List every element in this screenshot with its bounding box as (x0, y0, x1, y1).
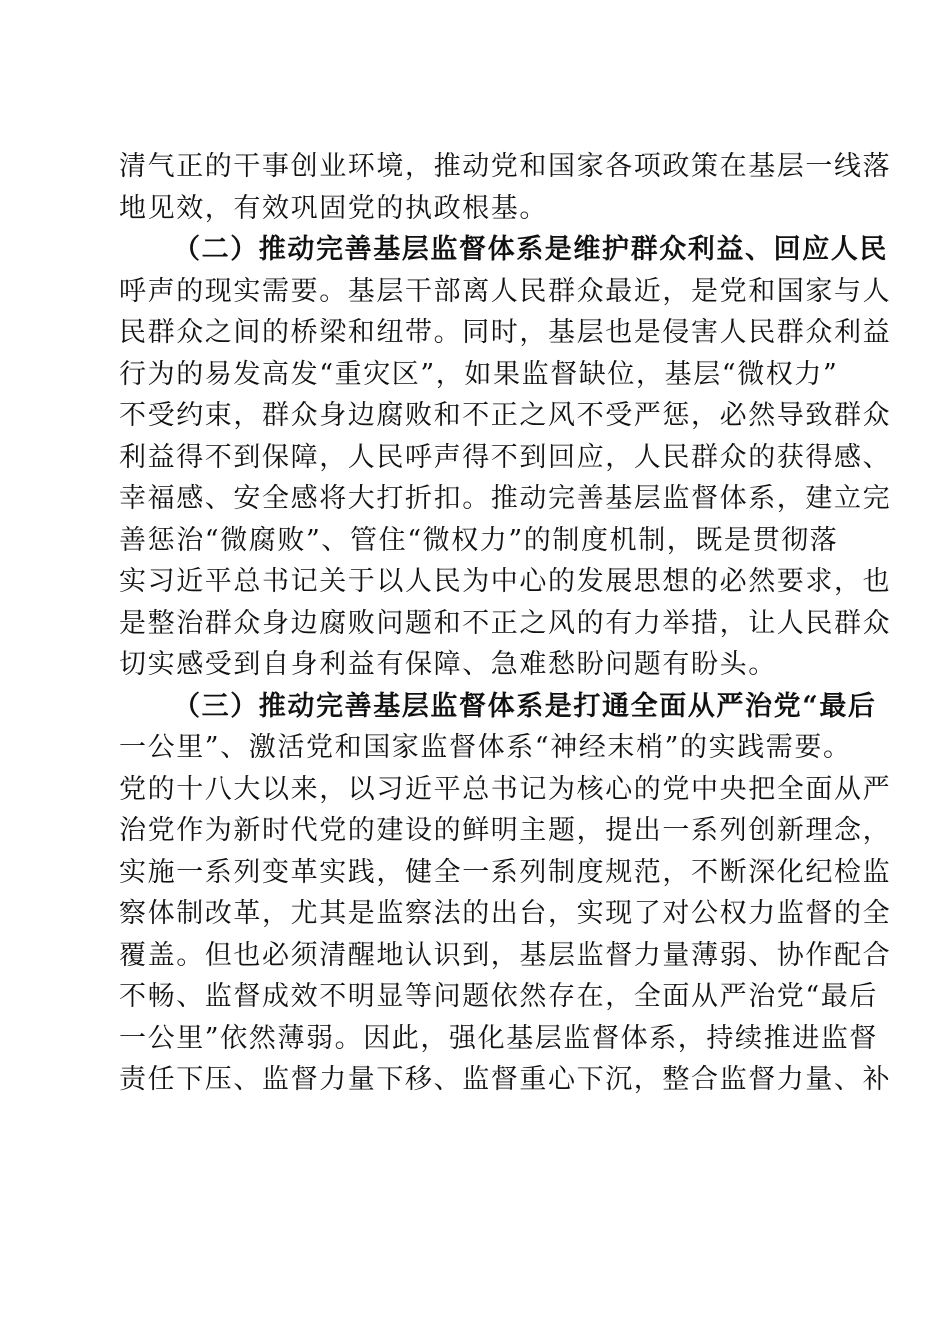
text-line: 民群众之间的桥梁和纽带。同时，基层也是侵害人民群众利益 (119, 317, 892, 348)
text-line: 清气正的干事创业环境，推动党和国家各项政策在基层一线落 (119, 151, 892, 182)
body-text (119, 146, 892, 1101)
text-line: 不畅、监督成效不明显等问题依然存在，全面从严治党“最后 (119, 981, 879, 1012)
text-line: 切实感受到自身利益有保障、急难愁盼问题有盼头。 (119, 649, 777, 680)
text-line: 是整治群众身边腐败问题和不正之风的有力举措，让人民群众 (119, 607, 892, 639)
text-line: 实习近平总书记关于以人民为中心的发展思想的必然要求，也 (119, 566, 892, 597)
paragraph-section-2 (119, 229, 892, 686)
text-line: 党的十八大以来，以习近平总书记为核心的党中央把全面从严 (119, 773, 892, 805)
text-line: 察体制改革，尤其是监察法的出台，实现了对公权力监督的全 (119, 898, 892, 929)
text-line: 利益得不到保障，人民呼声得不到回应，人民群众的获得感、 (119, 441, 892, 473)
text-line: 幸福感、安全感将大打折扣。推动完善基层监督体系，建立完 (119, 483, 892, 514)
text-line: 治党作为新时代党的建设的鲜明主题，提出一系列创新理念， (119, 815, 892, 846)
text-line: 善惩治“微腐败”、管住“微权力”的制度机制，既是贯彻落 (119, 524, 839, 556)
text-line: 覆盖。但也必须清醒地认识到，基层监督力量薄弱、协作配合 (119, 939, 892, 971)
text-line: 不受约束，群众身边腐败和不正之风不受严惩，必然导致群众 (119, 400, 892, 431)
text-line: 责任下压、监督力量下移、监督重心下沉，整合监督力量、补 (119, 1064, 892, 1095)
paragraph-section-3 (119, 686, 892, 1101)
text-line: 一公里”依然薄弱。因此，强化基层监督体系，持续推进监督 (119, 1022, 879, 1054)
text-line: 行为的易发高发“重灾区”，如果监督缺位，基层“微权力” (119, 358, 839, 390)
paragraph-intro-continuation (119, 146, 892, 229)
section-heading-line: （二）推动完善基层监督体系是维护群众利益、回应人民 (173, 234, 888, 265)
text-line: 一公里”、激活党和国家监督体系“神经末梢”的实践需要。 (119, 732, 852, 763)
text-line: 地见效，有效巩固党的执政根基。 (119, 192, 548, 224)
text-line: 实施一系列变革实践，健全一系列制度规范，不断深化纪检监 (119, 856, 892, 888)
text-line: 呼声的现实需要。基层干部离人民群众最近，是党和国家与人 (119, 275, 892, 307)
section-heading-line: （三）推动完善基层监督体系是打通全面从严治党“最后 (173, 690, 877, 722)
